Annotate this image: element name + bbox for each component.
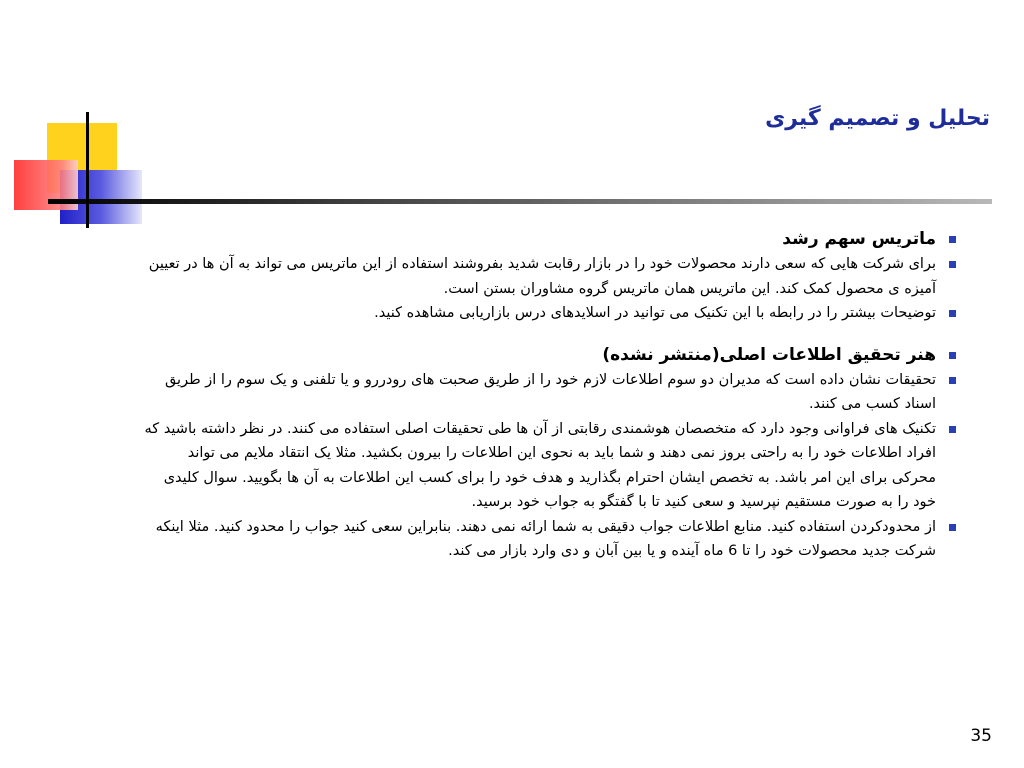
- bullet-square-icon: [949, 310, 956, 317]
- slide-title: تحلیل و تصمیم گیری: [765, 106, 990, 131]
- vertical-rule: [86, 112, 89, 228]
- bullet-square-icon: [949, 236, 956, 243]
- list-item-text: توضیحات بیشتر را در رابطه با این تکنیک می توانید در اسلایدهای درس بازاریابی مشاهده کنید.: [374, 305, 936, 321]
- list-item: [140, 301, 956, 326]
- page-number: 35: [970, 726, 992, 746]
- list-item: [140, 368, 956, 417]
- section2-heading-item: [140, 342, 956, 368]
- section1-heading-item: [140, 226, 956, 252]
- list-item: [140, 515, 956, 564]
- list-item: [140, 417, 956, 515]
- bullet-square-icon: [949, 377, 956, 384]
- bullet-square-icon: [949, 426, 956, 433]
- list-item-text: تحقیقات نشان داده است که مدیران دو سوم اطلاعات لازم خود را از طریق صحبت های رودررو و یا تلفنی و یک سوم را از طریق اسناد کسب می کنند.: [164, 371, 936, 412]
- horizontal-rule: [48, 199, 992, 204]
- bullet-square-icon: [949, 524, 956, 531]
- section2-heading: هنر تحقیق اطلاعات اصلی(منتشر نشده): [602, 344, 936, 365]
- list-item-text: تکنیک های فراوانی وجود دارد که متخصصان هوشمندی رقابتی از آن ها طی تحقیقات اصلی استفاده می کنند. در نظر داشته باشید که افراد اطلاعات خود را به راحتی بروز نمی دهند و شما باید به نحوی این اطلاعات را بیرون بکشید. مثلا یک انتقاد ملایم می تواند محرکی برای این امر باشد. به تخصص ایشان احترام بگذارید و هدف خود را برای کسب این اطلاعات به آن ها بگویید. سوال کلیدی خود را به صورت مستقیم نپرسید و سعی کنید تا با گفتگو به جواب خود برسید.: [144, 420, 936, 510]
- bullet-square-icon: [949, 352, 956, 359]
- list-item: [140, 252, 956, 301]
- list-item-text: از محدودکردن استفاده کنید. منابع اطلاعات جواب دقیقی به شما ارائه نمی دهند. بنابراین سعی کنید جواب را محدود کنید. مثلا اینکه شرکت جدید محصولات خود را تا 6 ماه آینده و یا بین آبان و دی وارد بازار می کند.: [155, 518, 936, 559]
- section1-heading: ماتریس سهم رشد: [782, 229, 936, 249]
- list-item-text: برای شرکت هایی که سعی دارند محصولات خود را در بازار رقابت شدید بفروشند استفاده از این ماتریس می تواند به آن ها در تعیین آمیزه ی محصول کمک کند. این ماتریس همان ماتریس گروه مشاوران بستن است.: [148, 256, 936, 297]
- bullet-square-icon: [949, 261, 956, 268]
- slide-content: [140, 226, 956, 564]
